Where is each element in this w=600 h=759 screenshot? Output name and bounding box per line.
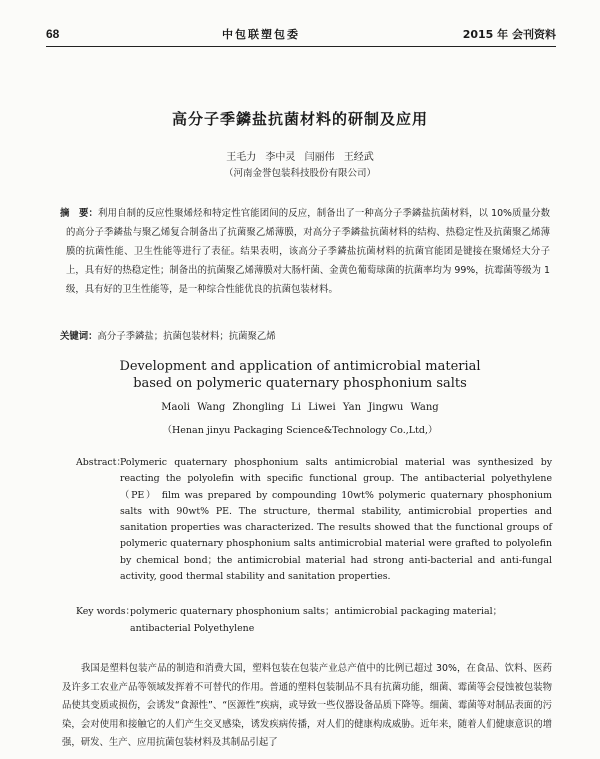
- en-keywords-label: Key words：: [76, 606, 135, 617]
- page-number: 68: [46, 27, 60, 41]
- zh-abstract: [60, 204, 550, 299]
- zh-abstract-text: 利用自制的反应性聚烯烃和特定性官能团间的反应，制备出了一种高分子季鏻盐抗菌材料，以 10%质量分数的高分子季鏻盐与聚乙烯复合制备出了抗菌聚乙烯薄膜，对高分子季鏻盐抗菌材料的结构、热稳定性及抗菌聚乙烯薄膜的抗菌性能、卫生性能等进行了表征。结果表明，该高分子季鏻盐抗菌材料的抗菌官能团是键接在聚烯烃大分子上，具有好的热稳定性；制备出的抗菌聚乙烯薄膜对大肠杆菌、金黄色葡萄球菌的抗菌率均为 99%，抗霉菌等级为 1 级，具有好的卫生性能等，是一种综合性能优良的抗菌包装材料。: [66, 208, 550, 295]
- en-abstract-label: Abstract：: [76, 457, 126, 468]
- en-keywords-text: polymeric quaternary phosphonium salts；antimicrobial packaging material； antibacterial Polyethylene: [130, 606, 502, 634]
- zh-keywords: [60, 328, 550, 342]
- zh-title: 高分子季鏻盐抗菌材料的研制及应用: [171, 110, 428, 128]
- en-authors: Maoli Wang Zhongling Li Liwei Yan Jingwu Wang: [161, 402, 439, 413]
- zh-abstract-label: 摘 要：: [60, 208, 99, 219]
- journal-name: 中包联塑包委: [222, 28, 301, 41]
- en-title-line2: based on polymeric quaternary phosphonium salts: [133, 376, 467, 391]
- en-keywords: [76, 604, 552, 637]
- body-paragraph: 我国是塑料包装产品的制造和消费大国，塑料包装在包装产业总产值中的比例已超过 30%，在食品、饮料、医药及许多工农业产品等领域发挥着不可替代的作用。普通的塑料包装制品不具有抗菌功能，细菌、霉菌等会侵蚀被包装物品使其变质或损伤，会诱发“食源性”、“医源性”疾病，或导致一些仪器设备品质下降等。细菌、霉菌等对制品表面的污染，会对使用和接触它的人们产生交叉感染，诱发疾病传播，对人们的健康构成威胁。近年来，随着人们健康意识的增强，研发、生产、应用抗菌包装材料及其制品引起了: [62, 663, 552, 748]
- zh-keywords-text: 高分子季鏻盐；抗菌包装材料；抗菌聚乙烯: [97, 331, 276, 342]
- zh-affiliation: （河南金誉包装科技股份有限公司）: [223, 168, 376, 179]
- en-abstract-text: Polymeric quaternary phosphonium salts antimicrobial material was synthesized by reacting the polyolefin with specific functional group. The antibacterial polyethylene（PE） film was prepared by compounding 10wt% polymeric quaternary phosphonium salts with 90wt% PE. The structure, thermal stability, antimicrobial properties and sanitation properties was characterized. The results showed that the functional groups of polymeric quaternary phosphonium salts antimicrobial material were grafted to polyolefin by chemical bond；the antimicrobial material had strong anti-bacterial and anti-fungal activity, good thermal stability and sanitation properties.: [120, 457, 552, 583]
- issue-label: 2015 年 会刊资料: [462, 28, 556, 41]
- header-rule: [46, 46, 556, 47]
- en-title: [0, 358, 600, 392]
- zh-keywords-label: 关键词：: [60, 331, 98, 342]
- en-affiliation: （Henan jinyu Packaging Science&Technology Co.,Ltd,）: [162, 425, 438, 436]
- zh-authors: 王毛力 李中灵 闫丽伟 王经武: [226, 152, 374, 163]
- en-abstract: [76, 455, 552, 585]
- page-header: [46, 24, 556, 44]
- en-title-line1: Development and application of antimicrobial material: [119, 359, 481, 374]
